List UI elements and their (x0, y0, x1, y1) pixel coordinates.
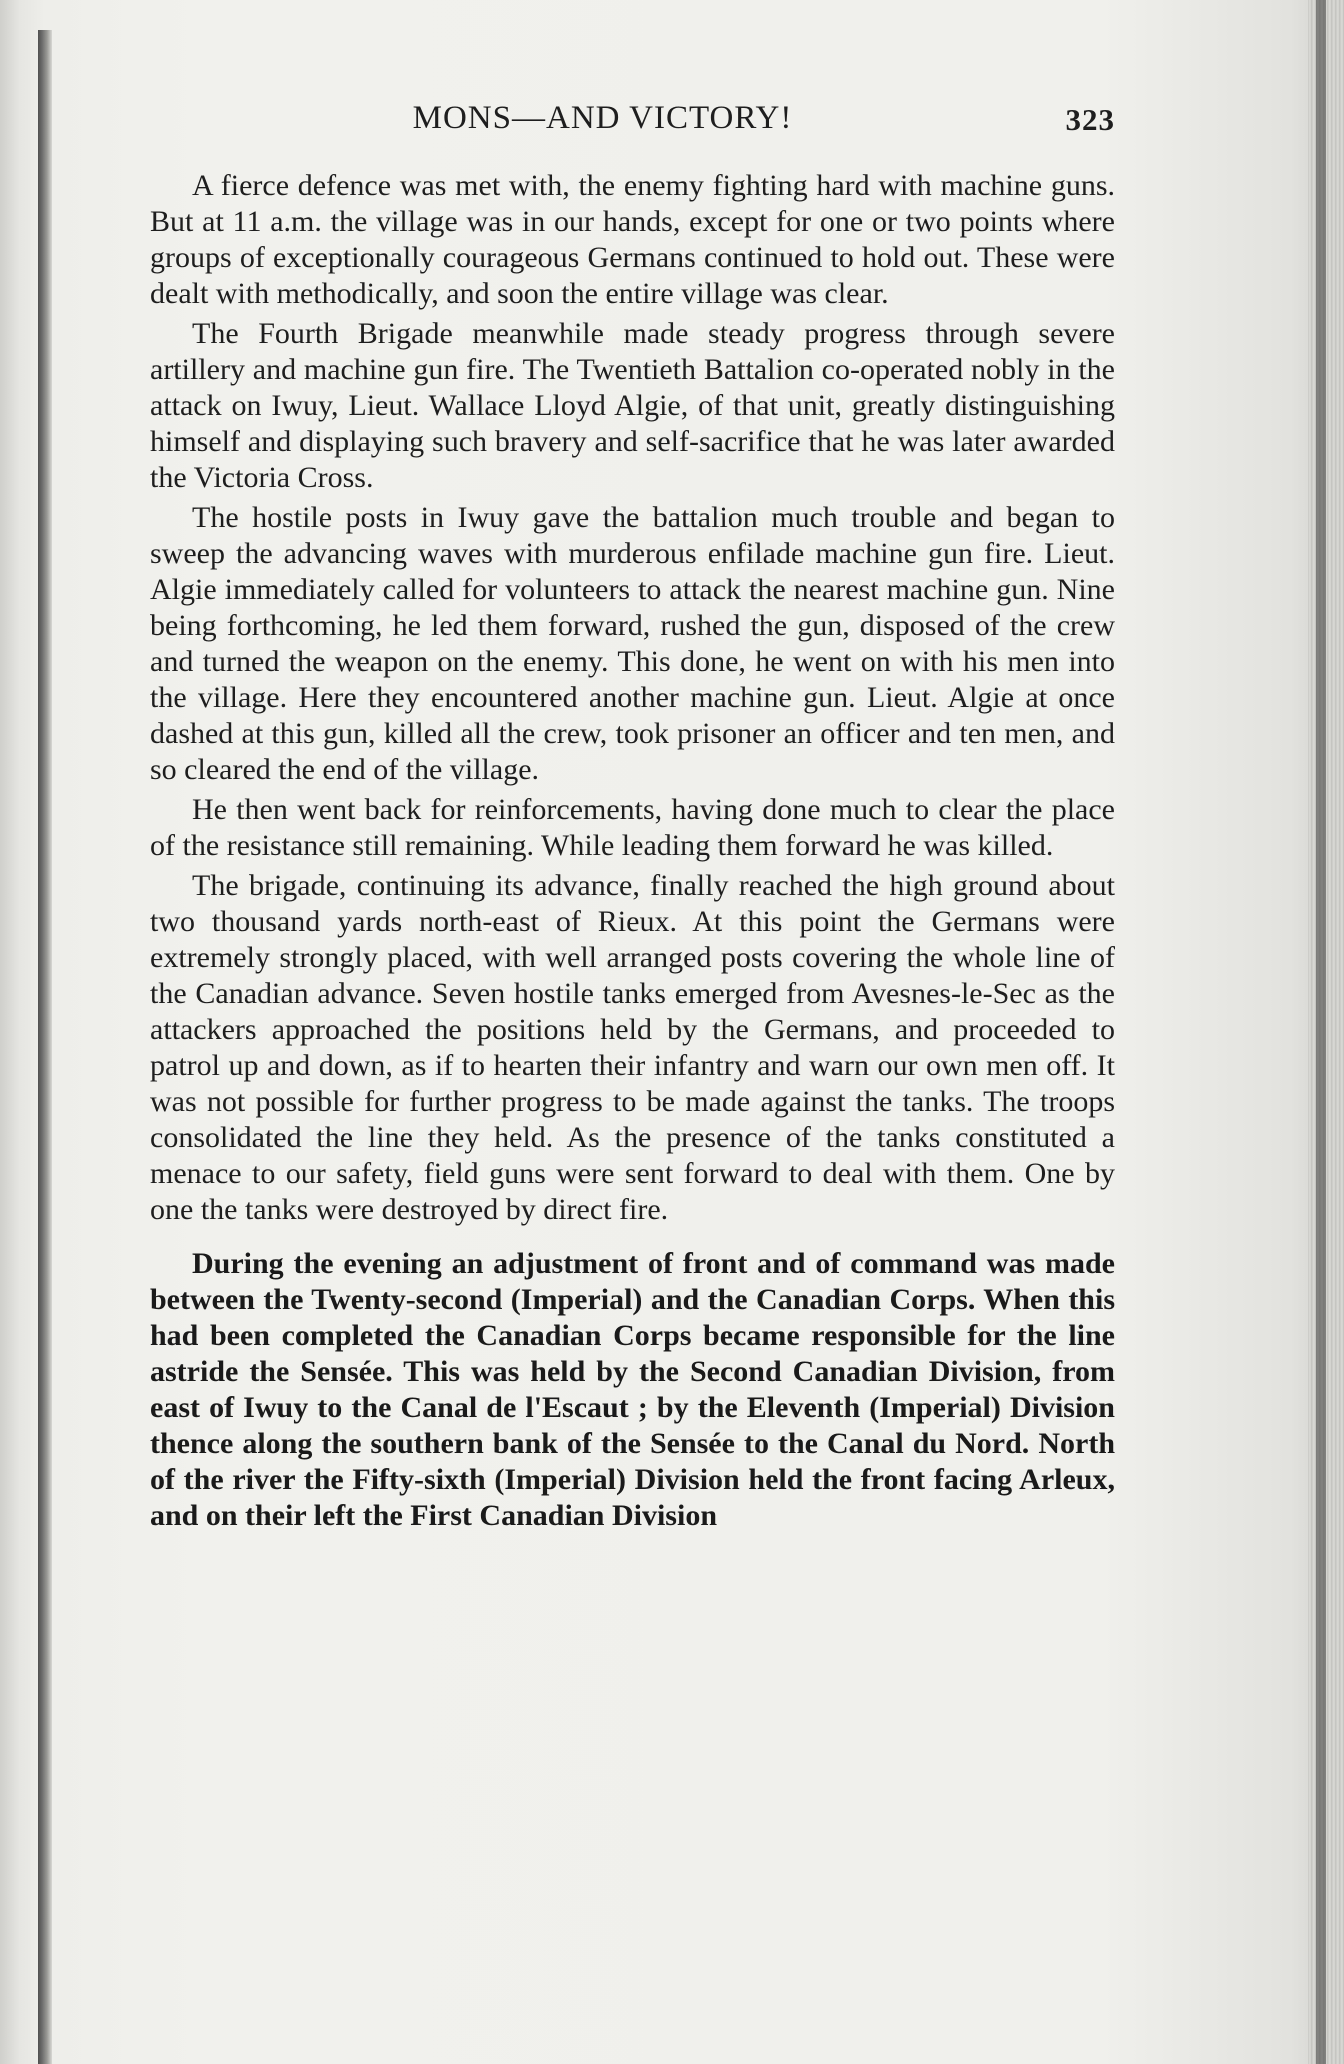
page-stack-edge (1308, 0, 1344, 2064)
page-number: 323 (1065, 102, 1115, 137)
paragraph-2: The Fourth Brigade meanwhile made steady progress through severe artillery and machine gun fire. The Twentieth Battalion co-operated nobly in the attack on Iwuy, Lieut. Wallace Lloyd Algie, of that unit, greatly distinguishing himself and displaying such bravery and self-sacrifice that he was later awarded the Victoria Cross. (150, 317, 1115, 494)
paragraph-3: The hostile posts in Iwuy gave the battalion much trouble and began to sweep the advancing waves with murderous enfilade machine gun fire. Lieut. Algie immediately called for volunteers to attack the nearest machine gun. Nine being forthcoming, he led them forward, rushed the gun, disposed of the crew and turned the weapon on the enemy. This done, he went on with his men into the village. Here they encountered another machine gun. Lieut. Algie at once dashed at this gun, killed all the crew, took prisoner an officer and ten men, and so cleared the end of the village. (150, 501, 1115, 786)
paragraph-1: A fierce defence was met with, the enemy fighting hard with machine guns. But at 11 a.m. the village was in our hands, except for one or two points where groups of exceptionally courageous Germans continued to hold out. These were dealt with methodically, and soon the entire village was clear. (150, 169, 1115, 310)
paragraph-5: The brigade, continuing its advance, finally reached the high ground about two thousand yards north-east of Rieux. At this point the Germans were extremely strongly placed, with well arranged posts covering the whole line of the Canadian advance. Seven hostile tanks emerged from Avesnes-le-Sec as the attackers approached the positions held by the Germans, and proceeded to patrol up and down, as if to hearten their infantry and warn our own men off. It was not possible for further progress to be made against the tanks. The troops consolidated the line they held. As the presence of the tanks constituted a menace to our safety, field guns were sent forward to deal with them. One by one the tanks were destroyed by direct fire. (150, 869, 1115, 1226)
book-binding-gutter (38, 30, 52, 2064)
book-page (150, 100, 1115, 1538)
paragraph-6: During the evening an adjustment of front and of command was made between the Twenty-second (Imperial) and the Canadian Corps. When this had been completed the Canadian Corps became responsible for the line astride the Sensée. This was held by the Second Canadian Division, from east of Iwuy to the Canal de l'Escaut ; by the Eleventh (Imperial) Division thence along the southern bank of the Sensée to the Canal du Nord. North of the river the Fifty-sixth (Imperial) Division held the front facing Arleux, and on their left the First Canadian Division (150, 1247, 1115, 1532)
paragraph-4: He then went back for reinforcements, having done much to clear the place of the resistance still remaining. While leading them forward he was killed. (150, 793, 1115, 862)
running-head (150, 100, 1115, 148)
running-title: MONS—AND VICTORY! (412, 100, 793, 136)
